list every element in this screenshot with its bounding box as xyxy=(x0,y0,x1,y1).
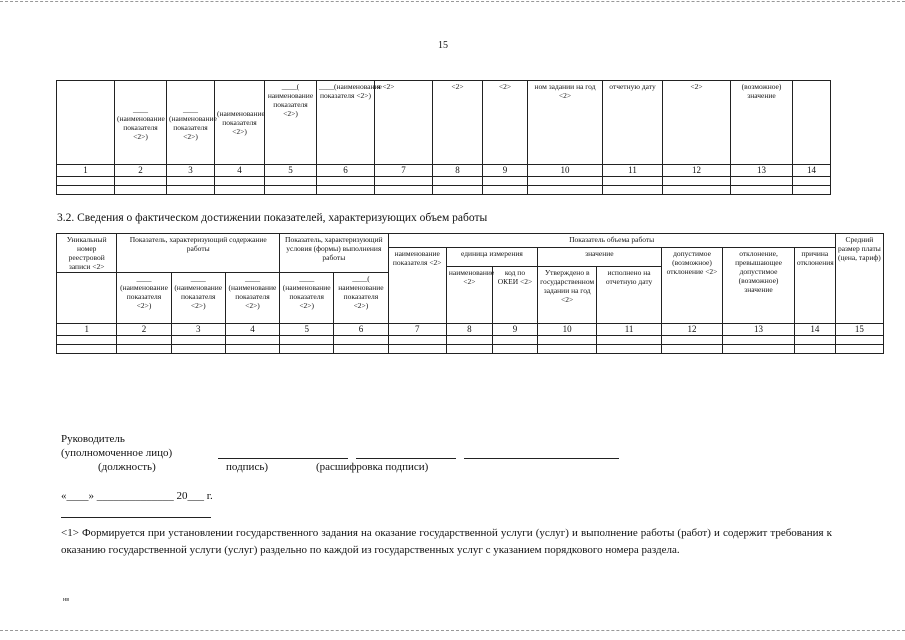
table-cell[interactable] xyxy=(731,185,793,194)
table-cell[interactable] xyxy=(215,176,265,185)
table-cell[interactable] xyxy=(433,176,483,185)
table-row xyxy=(57,344,884,353)
table-row xyxy=(57,185,831,194)
column-number: 13 xyxy=(731,165,793,177)
column-number: 9 xyxy=(483,165,528,177)
table-cell[interactable] xyxy=(265,176,317,185)
signature-sign-caption: подпись) xyxy=(226,461,269,473)
table-row xyxy=(57,335,884,344)
table-cell[interactable] xyxy=(280,344,334,353)
column-number: 1 xyxy=(57,165,115,177)
table-cell[interactable] xyxy=(334,335,388,344)
signature-date: «____» ______________ 20___ г. xyxy=(61,490,213,502)
signature-position-caption: (должность) xyxy=(98,461,156,473)
column-number: 10 xyxy=(537,324,596,336)
content-indicator-name: ____ (наименование показателя <2>) xyxy=(171,273,225,324)
table-row xyxy=(57,176,831,185)
column-number: 2 xyxy=(115,165,167,177)
table-cell[interactable] xyxy=(794,335,835,344)
conditions-indicator-name: ____ (наименование показателя <2>) xyxy=(280,273,334,324)
header-cell: <2> xyxy=(663,81,731,165)
column-number: 4 xyxy=(215,165,265,177)
page-number: 15 xyxy=(438,40,448,51)
content-indicator-name: ____ (наименование показателя <2>) xyxy=(225,273,279,324)
executed-value-header: исполнено на отчетную дату xyxy=(597,266,661,324)
corner-mark: нв xyxy=(63,597,70,603)
table-cell[interactable] xyxy=(171,344,225,353)
column-number: 6 xyxy=(334,324,388,336)
column-number-row xyxy=(57,165,831,177)
column-number: 12 xyxy=(663,165,731,177)
table-cell[interactable] xyxy=(375,185,433,194)
table-cell[interactable] xyxy=(388,344,446,353)
column-number: 7 xyxy=(388,324,446,336)
table-cell[interactable] xyxy=(597,335,661,344)
table-cell[interactable] xyxy=(483,176,528,185)
top-scan-edge xyxy=(0,1,905,2)
column-number: 10 xyxy=(528,165,603,177)
header-cell: отчетную дату xyxy=(603,81,663,165)
unit-header: единица измерения xyxy=(446,248,537,267)
header-cell: <2> xyxy=(483,81,528,165)
volume-indicator-header: Показатель объема работы xyxy=(388,234,835,248)
table-cell[interactable] xyxy=(388,335,446,344)
signature-decoding-line[interactable] xyxy=(464,458,619,459)
table-cell[interactable] xyxy=(603,185,663,194)
table-cell[interactable] xyxy=(225,344,279,353)
table-cell[interactable] xyxy=(835,344,883,353)
column-number-row xyxy=(57,324,884,336)
table-cell[interactable] xyxy=(723,344,795,353)
table-cell[interactable] xyxy=(57,185,115,194)
header-cell xyxy=(57,81,115,165)
content-indicator-header: Показатель, характеризующий содержание работы xyxy=(117,234,280,273)
content-indicator-name: ____ (наименование показателя <2>) xyxy=(117,273,171,324)
bottom-scan-edge xyxy=(0,630,905,631)
unit-name-header: наименование <2> xyxy=(446,266,492,324)
table-cell[interactable] xyxy=(528,176,603,185)
table-cell[interactable] xyxy=(663,185,731,194)
footnote-text: <1> Формируется при установлении государственного задания на оказание государственной услуги (услуг) и выполнение работы (работ) и содержит требования к оказанию государственной услуги (услуг) раздельно по каждой из государственных услуг с указанием порядкового номера раздела. xyxy=(61,527,832,556)
table-cell[interactable] xyxy=(661,344,722,353)
column-number: 13 xyxy=(723,324,795,336)
table-cell[interactable] xyxy=(793,185,831,194)
empty-header-cell xyxy=(57,273,117,324)
column-number: 12 xyxy=(661,324,722,336)
exceeding-deviation-header: отклонение, превышающее допустимое (возможное) значение xyxy=(723,248,795,324)
signature-decoding-caption: (расшифровка подписи) xyxy=(316,461,429,473)
table-cell[interactable] xyxy=(57,344,117,353)
table-cell[interactable] xyxy=(723,335,795,344)
table-cell[interactable] xyxy=(317,185,375,194)
column-number: 11 xyxy=(603,165,663,177)
table-cell[interactable] xyxy=(835,335,883,344)
table-cell[interactable] xyxy=(117,344,171,353)
value-header: значение xyxy=(537,248,661,267)
okei-code-header: код по ОКЕИ <2> xyxy=(492,266,537,324)
table-cell[interactable] xyxy=(167,176,215,185)
avg-payment-header: Средний размер платы (цена, тариф) xyxy=(835,234,883,324)
signature-head-label: Руководитель xyxy=(61,433,125,445)
header-cell: <2> xyxy=(433,81,483,165)
column-number: 14 xyxy=(793,165,831,177)
header-cell: ____ (наименование показателя <2>) xyxy=(115,81,167,165)
column-number: 8 xyxy=(433,165,483,177)
table-cell[interactable] xyxy=(280,335,334,344)
table-cell[interactable] xyxy=(537,335,596,344)
column-number: 15 xyxy=(835,324,883,336)
table-cell[interactable] xyxy=(225,335,279,344)
table-cell[interactable] xyxy=(603,176,663,185)
header-cell: (наименование показателя <2>) xyxy=(215,81,265,165)
header-cell: (возможное) значение xyxy=(731,81,793,165)
section-heading: 3.2. Сведения о фактическом достижении показателей, характеризующих объем работы xyxy=(57,212,488,224)
column-number: 6 xyxy=(317,165,375,177)
table-cell[interactable] xyxy=(317,176,375,185)
table-cell[interactable] xyxy=(661,335,722,344)
column-number: 4 xyxy=(225,324,279,336)
continuation-header-row xyxy=(57,81,831,165)
table-cell[interactable] xyxy=(115,176,167,185)
allowed-deviation-header: допустимое (возможное) отклонение <2> xyxy=(661,248,722,324)
column-number: 3 xyxy=(171,324,225,336)
table-cell[interactable] xyxy=(115,185,167,194)
table-cell[interactable] xyxy=(793,176,831,185)
column-number: 11 xyxy=(597,324,661,336)
column-number: 8 xyxy=(446,324,492,336)
column-number: 9 xyxy=(492,324,537,336)
table-cell[interactable] xyxy=(446,335,492,344)
deviation-reason-header: причина отклонения xyxy=(794,248,835,324)
header-cell: ____(наименование показателя <2>) xyxy=(317,81,375,165)
header-cell: ном задании на год <2> xyxy=(528,81,603,165)
signature-sign-line[interactable] xyxy=(356,458,456,459)
table-cell[interactable] xyxy=(597,344,661,353)
footnote-divider xyxy=(61,517,211,518)
table-cell[interactable] xyxy=(334,344,388,353)
table-cell[interactable] xyxy=(167,185,215,194)
conditions-indicator-header: Показатель, характеризующий условия (формы) выполнения работы xyxy=(280,234,388,273)
column-number: 3 xyxy=(167,165,215,177)
table-cell[interactable] xyxy=(731,176,793,185)
column-number: 14 xyxy=(794,324,835,336)
header-cell: я <2> xyxy=(375,81,433,165)
continuation-table xyxy=(56,80,831,195)
table-cell[interactable] xyxy=(663,176,731,185)
header-cell xyxy=(793,81,831,165)
approved-value-header: Утверждено в государственном задании на год <2> xyxy=(537,266,596,324)
column-number: 5 xyxy=(265,165,317,177)
header-cell: ____( наименование показателя <2>) xyxy=(265,81,317,165)
table-cell[interactable] xyxy=(492,335,537,344)
conditions-indicator-name: ____( наименование показателя <2>) xyxy=(334,273,388,324)
table-cell[interactable] xyxy=(375,176,433,185)
table-cell[interactable] xyxy=(117,335,171,344)
signature-position-line[interactable] xyxy=(218,458,348,459)
table-cell[interactable] xyxy=(57,335,117,344)
column-number: 7 xyxy=(375,165,433,177)
table-cell[interactable] xyxy=(794,344,835,353)
table-cell[interactable] xyxy=(446,344,492,353)
table-cell[interactable] xyxy=(492,344,537,353)
table-cell[interactable] xyxy=(57,176,115,185)
column-number: 1 xyxy=(57,324,117,336)
column-number: 5 xyxy=(280,324,334,336)
table-cell[interactable] xyxy=(215,185,265,194)
table-cell[interactable] xyxy=(433,185,483,194)
table-cell[interactable] xyxy=(528,185,603,194)
table-cell[interactable] xyxy=(483,185,528,194)
header-cell: ____ (наименование показателя <2>) xyxy=(167,81,215,165)
unique-number-header: Уникальный номер реестровой записи <2> xyxy=(57,234,117,273)
table-cell[interactable] xyxy=(537,344,596,353)
work-volume-fact-table xyxy=(56,233,884,354)
table-cell[interactable] xyxy=(171,335,225,344)
table-cell[interactable] xyxy=(265,185,317,194)
indicator-name-header: наименование показателя <2> xyxy=(388,248,446,324)
column-number: 2 xyxy=(117,324,171,336)
signature-authorized-label: (уполномоченное лицо) xyxy=(61,447,173,459)
